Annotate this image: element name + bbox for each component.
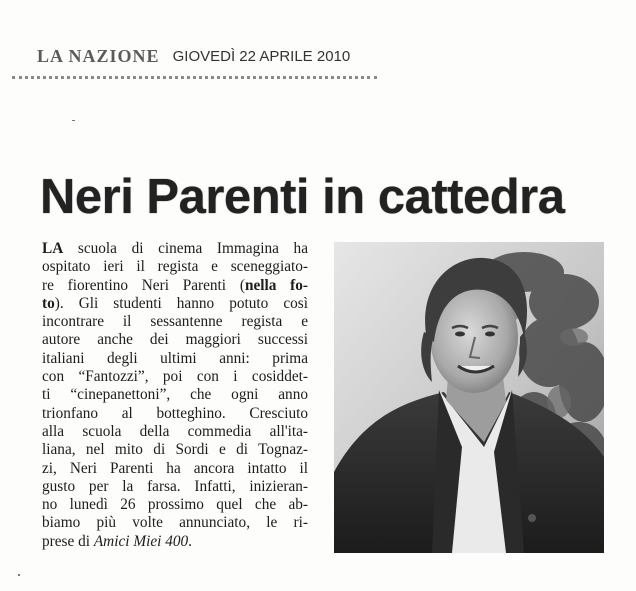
- line-text: ospitato ieri il regista e sceneggiato-: [42, 258, 308, 276]
- article-line: [42, 295, 308, 313]
- article-line: [42, 533, 308, 551]
- line-text: alla scuola della commedia all'ita-: [42, 422, 308, 440]
- line-text: biamo più volte annunciato, le ri-: [42, 514, 308, 532]
- film-title: Amici Miei 400: [93, 532, 189, 550]
- line-text: trionfano al botteghino. Cresciuto: [42, 404, 308, 422]
- photo-reference: to: [42, 294, 55, 312]
- masthead: [37, 46, 377, 72]
- article-line: [42, 331, 308, 349]
- article-headline: Neri Parenti in cattedra: [40, 170, 565, 224]
- line-text: zi, Neri Parenti ha ancora intatto il: [42, 459, 308, 477]
- line-text: prese di: [42, 532, 94, 550]
- article-line: [42, 496, 308, 514]
- line-text: liana, nel mito di Sordi e di Tognaz-: [42, 441, 308, 459]
- line-text: italiani degli ultimi anni: prima: [42, 349, 308, 367]
- article-line: [42, 240, 308, 258]
- line-text: ti “cinepanettoni”, che ogni anno: [42, 386, 308, 404]
- article-body: [42, 240, 308, 551]
- article-line: [42, 514, 308, 532]
- article-line: [42, 478, 308, 496]
- publication-date: GIOVEDÌ 22 APRILE 2010: [172, 48, 351, 65]
- line-text: gusto per la farsa. Infatti, inizieran-: [42, 477, 308, 495]
- article-line: [42, 460, 308, 478]
- article-line: [42, 423, 308, 441]
- line-text: scuola di cinema Immagina ha: [63, 240, 308, 257]
- masthead-divider: [12, 76, 377, 79]
- print-speck: [18, 574, 20, 576]
- line-text: con “Fantozzi”, poi con i cosiddet-: [42, 368, 308, 386]
- print-speck: [72, 120, 75, 121]
- article-line: [42, 441, 308, 459]
- lead-word: LA: [42, 240, 64, 257]
- article-line: [42, 313, 308, 331]
- portrait-illustration: [334, 242, 604, 553]
- article-line: [42, 405, 308, 423]
- line-text: incontrare il sessantenne regista e: [42, 313, 308, 331]
- line-text: no lunedì 26 prossimo quel che ab-: [42, 496, 308, 514]
- article-line: [42, 350, 308, 368]
- article-line: [42, 386, 308, 404]
- portrait-photo: [334, 242, 604, 553]
- photo-reference: nella fo-: [244, 276, 308, 294]
- line-text: .: [188, 532, 192, 550]
- line-text: autore anche dei maggiori successi: [42, 331, 308, 349]
- line-text: re fiorentino Neri Parenti (: [42, 276, 245, 294]
- newspaper-name: LA NAZIONE: [37, 46, 160, 66]
- article-line: [42, 368, 308, 386]
- article-line: [42, 258, 308, 276]
- line-text: ). Gli studenti hanno potuto così: [54, 294, 308, 312]
- article-line: [42, 277, 308, 295]
